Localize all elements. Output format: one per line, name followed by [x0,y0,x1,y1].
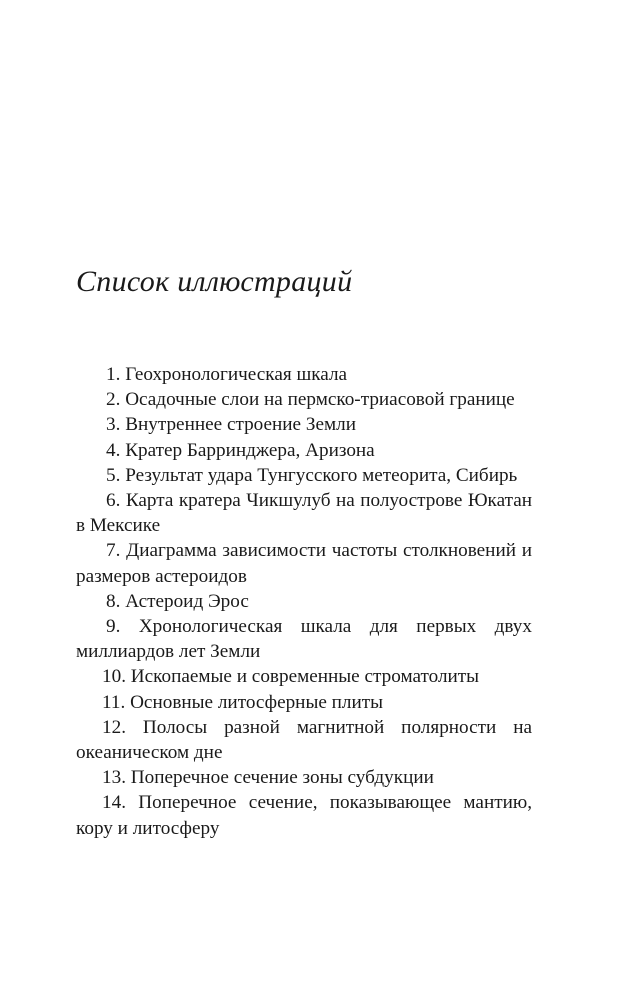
list-item [76,664,532,689]
item-number: 2. [106,389,121,411]
list-item [76,488,532,538]
item-text: Основные литосферные плиты [130,691,384,713]
item-text: Ископаемые и современные строматолиты [130,666,480,688]
list-item [76,790,532,840]
item-text: Осадочные слои на пермско-триасовой границе [125,389,515,411]
list-item [76,538,532,588]
item-number: 6. [106,490,121,512]
item-number: 3. [106,414,121,436]
item-number: 5. [106,464,121,486]
item-number: 1. [106,364,121,385]
item-number: 8. [106,590,121,612]
item-text: Астероид Эрос [125,590,249,612]
item-text: Поперечное сечение зоны субдукции [130,767,434,789]
item-text: Диаграмма зависимости частоты столкновений и размеров астероидов [76,540,533,587]
item-text: Результат удара Тунгусского метеорита, Сибирь [125,464,518,486]
item-text: Поперечное сечение, показывающее мантию, кору и литосферу [76,792,532,839]
list-item [76,387,532,412]
illustrations-list [76,362,532,841]
item-number: 11. [102,691,126,713]
list-item [76,614,532,664]
item-number: 7. [106,540,121,562]
page-title: Список иллюстраций [76,265,353,298]
list-item [76,765,532,790]
item-text: Полосы разной магнитной полярности на океаническом дне [76,716,533,764]
item-text: Внутреннее строение Земли [125,414,356,436]
item-number: 12. [102,716,126,738]
item-text: Геохронологическая шкала [125,364,348,385]
item-number: 10. [102,666,126,688]
list-item [76,463,532,488]
list-item [76,715,532,765]
list-item [76,362,532,387]
item-number: 9. [106,616,121,638]
item-number: 13. [102,767,126,789]
item-number: 4. [106,439,121,461]
item-text: Карта кратера Чикшулуб на полуострове Юкатан в Мексике [76,490,533,537]
list-item [76,438,532,463]
list-item [76,589,532,614]
item-number: 14. [102,792,126,814]
list-item [76,690,532,715]
item-text: Хронологическая шкала для первых двух миллиардов лет Земли [76,616,532,663]
list-item [76,412,532,437]
item-text: Кратер Барринджера, Аризона [125,439,375,461]
